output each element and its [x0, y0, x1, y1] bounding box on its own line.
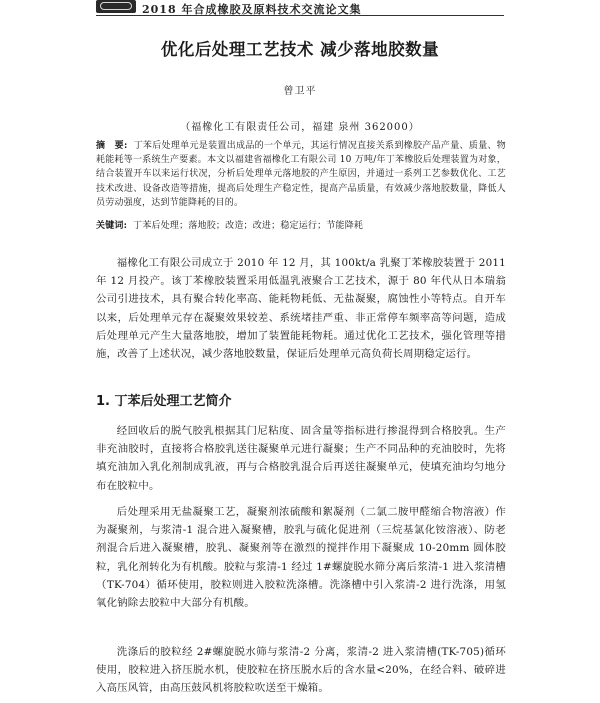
abstract-label: 摘 要:	[96, 141, 128, 151]
paper-title: 优化后处理工艺技术 减少落地胶数量	[160, 40, 440, 59]
page-header	[0, 0, 600, 16]
abstract-text: 丁苯后处理单元是装置出成品的一个单元，其运行情况直接关系到橡胶产品产量、质量、物耗能耗等一系统生产要素。本文以福建省福橡化工有限公司 10 万吨/年丁苯橡胶后处理装置为对象，结合装置开车以来运行状况，分析后处理单元落地胶的产生原因，并通过一系列工艺参数优化、工艺技术改进、设备改造等措施，提高后处理生产稳定性，提高产品质量，有效减少落地胶数量，降低人员劳动强度，达到节能降耗的目的。	[96, 141, 506, 208]
header-rule	[96, 15, 504, 16]
keywords	[96, 219, 506, 233]
intro-paragraph: 福橡化工有限公司成立于 2010 年 12 月，其 100kt/a 乳聚丁苯橡胶装置于 2011 年 12 月投产。该丁苯橡胶装置采用低温乳液聚合工艺技术，源于 80 年代从日本瑞翁公司引进技术，具有聚合转化率高、能耗物耗低、无盐凝聚，腐蚀性小等特点。自开车以来，后处理单元存在凝聚效果较差、系统堵挂严重、非正常停车频率高等问题，造成后处理单元产生大量落地胶，增加了装置能耗物耗。通过优化工艺技术，强化管理等措施，改善了上述状况，减少落地胶数量，保证后处理单元高负荷长周期稳定运行。	[96, 257, 506, 361]
section-heading: 1. 丁苯后处理工艺简介	[96, 394, 232, 409]
keywords-text: 丁苯后处理；落地胶；改造；改进；稳定运行；节能降耗	[133, 221, 364, 231]
body-paragraph: 后处理采用无盐凝聚工艺，凝聚剂浓硫酸和絮凝剂（二氯二胺甲醛缩合物溶液）作为凝聚剂，与浆清-1 混合进入凝聚槽，胶乳与硫化促进剂（三烷基氯化铵溶液）、防老剂混合后进入凝聚槽，胶乳、凝聚剂等在激烈的搅拌作用下凝聚成 10-20mm 圆体胶粒，乳化剂转化为有机酸。胶粒与浆清-1 经过 1#螺旋脱水筛分离后浆清-1 进入浆清槽（TK-704）循环使用，胶粒则进入胶粒洗涤槽。洗涤槽中引入浆清-2 进行洗涤，用氢氧化钠除去胶粒中大部分有机酸。	[96, 506, 506, 610]
abstract	[96, 139, 506, 210]
author: 曾卫平	[283, 86, 317, 97]
journal-logo-icon	[96, 0, 136, 13]
affiliation: （福橡化工有限责任公司，福建 泉州 362000）	[180, 122, 420, 133]
body-paragraph: 洗涤后的胶粒经 2#螺旋脱水筛与浆清-2 分离，浆清-2 进入浆清槽(TK-705)循环使用，胶粒进入挤压脱水机，使胶粒在挤压脱水后的含水量<20%，在经合料、破碎进入高压风管，由高压鼓风机将胶粒吹送至干燥箱。	[96, 646, 506, 695]
running-head: 2018 年合成橡胶及原料技术交流论文集	[142, 3, 362, 16]
body-paragraph: 经回收后的脱气胶乳根据其门尼粘度、固含量等指标进行掺混得到合格胶乳。生产非充油胶时，直接将合格胶乳送往凝聚单元进行凝聚；生产不同品种的充油胶时，先将填充油加入乳化剂制成乳液，再与合格胶乳混合后再送往凝聚单元，使填充油均匀地分布在胶粒中。	[96, 425, 506, 492]
keywords-label: 关键词:	[96, 221, 128, 231]
